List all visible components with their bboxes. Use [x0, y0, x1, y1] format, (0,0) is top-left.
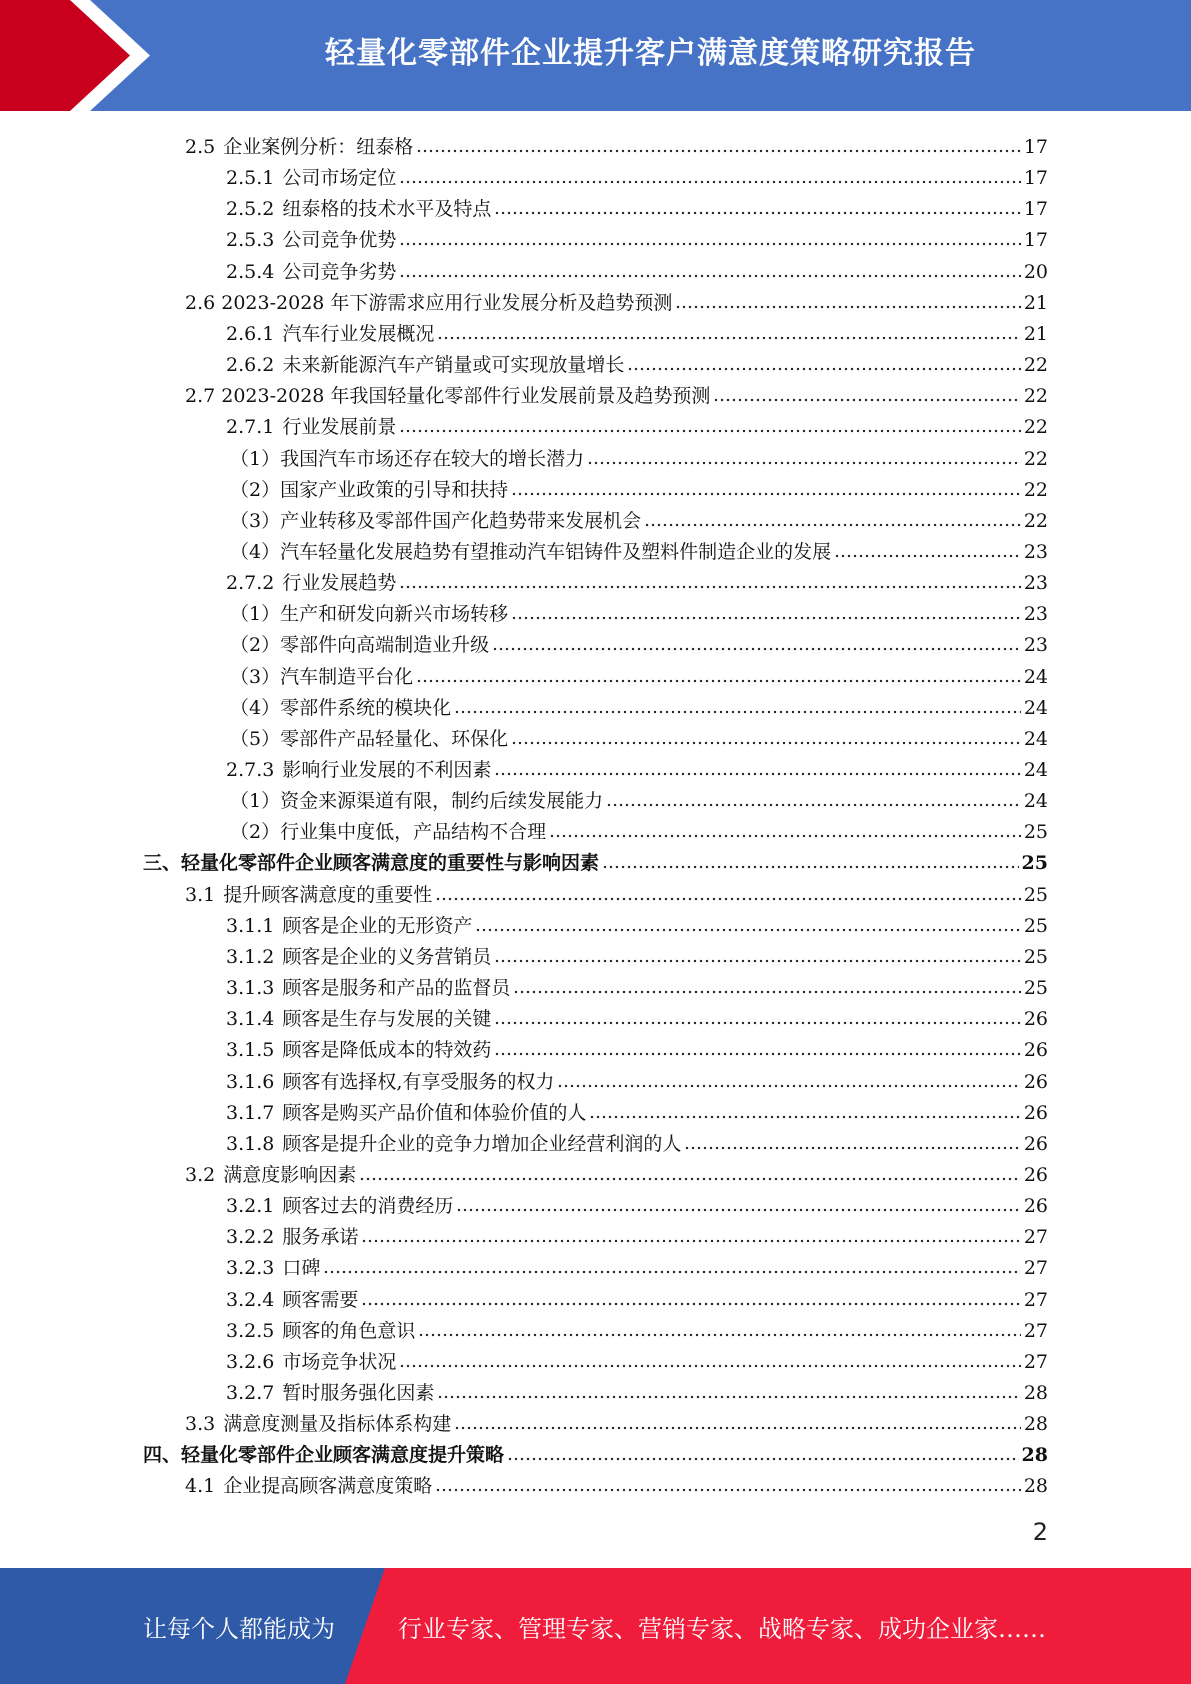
toc-entry-page: 27 [1023, 1226, 1048, 1249]
toc-entry-label: 顾客是购买产品价值和体验价值的人 [282, 1101, 587, 1124]
toc-entry-title [230, 789, 603, 813]
toc-entry-page: 25 [1023, 883, 1048, 906]
toc-entry-label: （1）我国汽车市场还存在较大的增长潜力 [230, 447, 585, 470]
toc-entry-title [185, 883, 432, 907]
toc-leader-dots [511, 740, 1021, 746]
toc-entry[interactable] [226, 1031, 1048, 1062]
toc-entry-title [226, 914, 472, 938]
toc-entry-label: 顾客是企业的无形资产 [282, 914, 473, 937]
toc-entry-page: 21 [1023, 322, 1048, 345]
toc-entry[interactable] [226, 1125, 1048, 1156]
toc-entry[interactable] [230, 658, 1048, 689]
toc-leader-dots [399, 179, 1020, 185]
toc-leader-dots [675, 304, 1020, 310]
toc-entry-label: 三、轻量化零部件企业顾客满意度的重要性与影响因素 [143, 852, 600, 875]
toc-entry-label: 满意度影响因素 [223, 1163, 357, 1186]
toc-entry-page: 22 [1023, 385, 1048, 408]
toc-entry-page: 27 [1023, 1350, 1048, 1373]
toc-entry[interactable] [226, 159, 1048, 190]
toc-entry-title [185, 291, 672, 315]
toc-entry-label: 顾客有选择权,有享受服务的权力 [282, 1070, 555, 1093]
toc-entry-title [226, 976, 510, 1000]
toc-entry-page: 17 [1023, 198, 1048, 221]
toc-entry-number: 3.1.7 [226, 1101, 275, 1124]
toc-entry-title [230, 540, 831, 564]
toc-entry-page: 24 [1023, 727, 1048, 750]
toc-entry-page: 26 [1023, 1163, 1048, 1186]
toc-entry-page: 26 [1023, 1101, 1048, 1124]
toc-entry-label: 服务承诺 [282, 1226, 359, 1249]
toc-entry[interactable] [230, 626, 1048, 657]
toc-entry-number: 3.3 [185, 1413, 216, 1436]
toc-leader-dots [834, 553, 1021, 559]
toc-entry-title [226, 1225, 358, 1249]
toc-entry[interactable] [185, 284, 1048, 315]
toc-leader-dots [494, 1051, 1020, 1057]
toc-entry-title [143, 851, 599, 875]
toc-entry-title [226, 1194, 453, 1218]
toc-leader-dots [361, 1238, 1020, 1244]
toc-leader-dots [589, 1114, 1020, 1120]
toc-entry-number: 3.2.5 [226, 1319, 275, 1342]
toc-entry-page: 25 [1023, 914, 1048, 937]
toc-entry-number: 2.5.1 [226, 167, 275, 190]
toc-entry[interactable] [226, 969, 1048, 1000]
toc-leader-dots [454, 1425, 1021, 1431]
toc-entry-number: 3.2.7 [226, 1382, 275, 1404]
toc-entry-page: 20 [1023, 260, 1048, 283]
toc-entry-label: 顾客是提升企业的竞争力增加企业经营利润的人 [282, 1132, 682, 1155]
toc-entry-title [230, 727, 508, 751]
toc-entry[interactable] [230, 440, 1048, 471]
toc-leader-dots [437, 335, 1020, 341]
toc-leader-dots [361, 1301, 1020, 1307]
toc-entry[interactable] [226, 1063, 1048, 1094]
toc-entry-number: 2.6.2 [226, 354, 275, 377]
toc-entry-number: 3.2.6 [226, 1350, 275, 1373]
toc-entry-page: 26 [1023, 1132, 1048, 1155]
toc-entry-page: 23 [1023, 540, 1048, 563]
toc-entry-number: 3.1.2 [226, 945, 275, 968]
toc-entry-label: （3）汽车制造平台化 [230, 665, 414, 688]
toc-entry-number: 2.5 [185, 136, 216, 158]
toc-entry-page: 28 [1023, 1475, 1048, 1498]
footer-slogan-left: 让每个人都能成为 [143, 1614, 335, 1643]
toc-entry-title [185, 1163, 356, 1187]
toc-entry-number: 3.1.1 [226, 914, 275, 937]
toc-entry[interactable] [226, 346, 1048, 377]
toc-entry-title [226, 758, 491, 782]
toc-leader-dots [399, 241, 1020, 247]
toc-leader-dots [454, 709, 1021, 715]
toc-entry-title [230, 633, 489, 657]
toc-leader-dots [456, 1207, 1020, 1213]
toc-entry-title [226, 1350, 396, 1374]
toc-entry-label: 公司市场定位 [282, 167, 397, 190]
toc-leader-dots [494, 771, 1020, 777]
toc-entry-label: 顾客是降低成本的特效药 [282, 1039, 492, 1062]
toc-entry-title [226, 1319, 415, 1343]
toc-entry-title [226, 353, 624, 377]
toc-entry-number: 2.5.2 [226, 198, 275, 221]
toc-entry-label: 口碑 [282, 1257, 321, 1280]
toc-entry-number: 3.1.3 [226, 977, 275, 1000]
toc-leader-dots [492, 646, 1021, 652]
toc-entry-page: 24 [1023, 790, 1048, 813]
toc-entry-label: 顾客的角色意识 [282, 1319, 416, 1342]
page-header [0, 0, 1191, 111]
toc-entry-page: 26 [1023, 1070, 1048, 1093]
toc-entry-number: 3.1.4 [226, 1008, 275, 1031]
toc-entry-page: 26 [1023, 1008, 1048, 1031]
toc-entry-label: （2）行业集中度低，产品结构不合理 [230, 821, 547, 844]
toc-entry-title [226, 166, 396, 190]
toc-entry-page: 28 [1023, 1413, 1048, 1436]
toc-entry[interactable] [226, 1094, 1048, 1125]
toc-entry-page: 28 [1023, 1382, 1048, 1404]
toc-leader-dots [587, 460, 1021, 466]
toc-entry-page: 26 [1023, 1195, 1048, 1218]
toc-entry-title [226, 1288, 358, 1312]
toc-leader-dots [494, 210, 1020, 216]
toc-entry[interactable] [185, 1467, 1048, 1498]
toc-entry-title [185, 1474, 432, 1498]
toc-entry-label: 顾客需要 [282, 1288, 359, 1311]
toc-entry-number: 2.6.1 [226, 322, 275, 345]
toc-entry[interactable] [226, 1281, 1048, 1312]
toc-entry-label: 企业提高顾客满意度策略 [223, 1475, 433, 1498]
toc-entry-title [185, 1412, 451, 1436]
report-title: 轻量化零部件企业提升客户满意度策略研究报告 [325, 36, 976, 71]
toc-entry-page: 24 [1023, 696, 1048, 719]
toc-entry-title [230, 478, 508, 502]
toc-entry[interactable] [226, 1218, 1048, 1249]
toc-entry-page: 24 [1023, 759, 1048, 781]
toc-leader-dots [399, 584, 1020, 590]
toc-entry-label: 四、轻量化零部件企业顾客满意度提升策略 [143, 1444, 505, 1467]
toc-leader-dots [557, 1083, 1020, 1089]
toc-entry-label: 企业案例分析：纽泰格 [223, 136, 414, 158]
toc-entry[interactable] [226, 253, 1048, 284]
toc-entry-page: 17 [1023, 167, 1048, 190]
toc-entry-title [226, 571, 396, 595]
toc-entry-page: 28 [1021, 1444, 1048, 1467]
toc-leader-dots [359, 1176, 1021, 1182]
toc-entry-number: 2.7.3 [226, 759, 275, 781]
toc-entry[interactable] [230, 471, 1048, 502]
toc-entry-page: 23 [1023, 572, 1048, 595]
toc-entry-title [185, 135, 413, 159]
toc-leader-dots [475, 927, 1020, 933]
toc-entry[interactable] [226, 1249, 1048, 1280]
toc-leader-dots [435, 1487, 1021, 1493]
toc-leader-dots [416, 678, 1021, 684]
toc-leader-dots [494, 958, 1020, 964]
toc-leader-dots [494, 1020, 1020, 1026]
toc-entry[interactable] [226, 315, 1048, 346]
toc-entry-title [226, 1038, 491, 1062]
toc-entry-page: 23 [1023, 634, 1048, 657]
toc-entry-page: 22 [1023, 416, 1048, 439]
toc-entry-label: 市场竞争状况 [282, 1350, 397, 1373]
toc-entry-title [226, 1132, 681, 1156]
toc-entry[interactable] [230, 595, 1048, 626]
toc-entry-number: 3.1.6 [226, 1070, 275, 1093]
toc-entry[interactable] [143, 1436, 1048, 1467]
toc-leader-dots [606, 802, 1021, 808]
toc-entry-page: 27 [1023, 1257, 1048, 1280]
toc-entry[interactable] [226, 190, 1048, 221]
toc-entry-number: 4.1 [185, 1475, 216, 1498]
toc-entry[interactable] [226, 1000, 1048, 1031]
toc-entry-number: 2.5.3 [226, 229, 275, 252]
toc-entry-title [226, 260, 396, 284]
toc-leader-dots [399, 1363, 1020, 1369]
toc-leader-dots [437, 1394, 1020, 1400]
toc-leader-dots [399, 273, 1020, 279]
toc-entry-title [185, 384, 710, 408]
toc-leader-dots [399, 428, 1020, 434]
toc-leader-dots [644, 522, 1021, 528]
toc-entry-page: 25 [1023, 945, 1048, 968]
toc-entry-page: 27 [1023, 1288, 1048, 1311]
toc-entry-label: 汽车行业发展概况 [282, 322, 435, 345]
toc-leader-dots [507, 1456, 1019, 1462]
toc-entry[interactable] [185, 128, 1048, 159]
toc-leader-dots [511, 491, 1021, 497]
toc-entry-number: 3.2 [185, 1163, 216, 1186]
toc-entry-label: （4）汽车轻量化发展趋势有望推动汽车铝铸件及塑料件制造企业的发展 [230, 540, 832, 563]
toc-entry[interactable] [185, 377, 1048, 408]
toc-entry[interactable] [226, 1312, 1048, 1343]
toc-entry[interactable] [230, 813, 1048, 844]
toc-entry[interactable] [226, 564, 1048, 595]
toc-entry-page: 25 [1021, 852, 1048, 875]
toc-entry-label: 行业发展前景 [282, 416, 397, 439]
toc-entry-title [226, 228, 396, 252]
toc-entry-page: 17 [1023, 229, 1048, 252]
toc-leader-dots [418, 1332, 1020, 1338]
toc-entry-title [230, 820, 546, 844]
toc-entry-page: 22 [1023, 354, 1048, 377]
toc-entry-page: 23 [1023, 603, 1048, 626]
toc-entry-number: 3.1.8 [226, 1132, 275, 1155]
toc-entry[interactable] [230, 720, 1048, 751]
toc-leader-dots [684, 1145, 1020, 1151]
toc-entry-label: 行业发展趋势 [282, 572, 397, 595]
toc-leader-dots [602, 864, 1019, 870]
toc-entry[interactable] [226, 408, 1048, 439]
toc-entry[interactable] [226, 1343, 1048, 1374]
toc-entry-number: 3.2.2 [226, 1226, 275, 1249]
toc-entry-number: 2.7.1 [226, 416, 275, 439]
toc-entry-number: 2.7.2 [226, 572, 275, 595]
toc-entry-label: 顾客是企业的义务营销员 [282, 945, 492, 968]
page-footer [0, 1568, 1191, 1684]
toc-entry-title [226, 1256, 320, 1280]
toc-entry[interactable] [226, 221, 1048, 252]
toc-entry-title [226, 197, 491, 221]
toc-leader-dots [323, 1269, 1020, 1275]
toc-entry-title [230, 602, 508, 626]
toc-entry-label: 纽泰格的技术水平及特点 [282, 198, 492, 221]
toc-leader-dots [627, 366, 1020, 372]
toc-entry-title [230, 665, 413, 689]
footer-slogan-right: 行业专家、管理专家、营销专家、战略专家、成功企业家…… [398, 1614, 1046, 1643]
toc-leader-dots [416, 148, 1021, 154]
toc-entry-label: （2）国家产业政策的引导和扶持 [230, 478, 509, 501]
toc-entry-page: 24 [1023, 665, 1048, 688]
toc-entry-label: （4）零部件系统的模块化 [230, 696, 452, 719]
toc-entry-label: （1）资金来源渠道有限，制约后续发展能力 [230, 790, 604, 813]
toc-leader-dots [549, 833, 1021, 839]
toc-leader-dots [435, 896, 1021, 902]
toc-entry-label: （3）产业转移及零部件国产化趋势带来发展机会 [230, 509, 642, 532]
toc-entry-label: 提升顾客满意度的重要性 [223, 883, 433, 906]
toc-entry-number: 3.2.4 [226, 1288, 275, 1311]
toc-entry-page: 21 [1023, 291, 1048, 314]
toc-entry-number: 3.1 [185, 883, 216, 906]
toc-entry[interactable] [230, 533, 1048, 564]
toc-entry-title [143, 1443, 504, 1467]
toc-entry-label: 2.7 2023-2028 年我国轻量化零部件行业发展前景及趋势预测 [185, 385, 711, 408]
toc-entry-page: 27 [1023, 1319, 1048, 1342]
toc-entry[interactable] [185, 1405, 1048, 1436]
toc-entry-label: 未来新能源汽车产销量或可实现放量增长 [282, 354, 625, 377]
toc-entry-page: 25 [1023, 821, 1048, 844]
toc-entry-page: 22 [1023, 509, 1048, 532]
toc-entry-label: 公司竞争优势 [282, 229, 397, 252]
toc-entry-label: 影响行业发展的不利因素 [282, 759, 492, 781]
toc-entry-title [226, 1101, 586, 1125]
toc-entry-page: 25 [1023, 977, 1048, 1000]
page-number: 2 [1032, 1518, 1048, 1546]
toc-entry[interactable] [230, 502, 1048, 533]
toc-leader-dots [513, 989, 1020, 995]
toc-entry-title [230, 447, 584, 471]
toc-entry-label: 顾客是服务和产品的监督员 [282, 977, 511, 1000]
toc-entry[interactable] [143, 844, 1048, 875]
toc-entry-label: （2）零部件向高端制造业升级 [230, 634, 490, 657]
toc-entry-title [230, 509, 641, 533]
toc-entry-label: 满意度测量及指标体系构建 [223, 1413, 452, 1436]
chevron-logo-icon [0, 0, 150, 111]
toc-leader-dots [511, 615, 1021, 621]
toc-entry-title [226, 1381, 434, 1405]
toc-entry-page: 26 [1023, 1039, 1048, 1062]
toc-entry-page: 22 [1023, 447, 1048, 470]
toc-entry-number: 3.2.3 [226, 1257, 275, 1280]
toc-entry-page: 17 [1023, 136, 1048, 158]
toc-entry-title [230, 696, 451, 720]
toc-entry-number: 3.2.1 [226, 1195, 275, 1218]
toc-leader-dots [713, 397, 1020, 403]
toc-entry[interactable] [185, 1156, 1048, 1187]
toc-entry[interactable] [226, 907, 1048, 938]
toc-entry-label: （1）生产和研发向新兴市场转移 [230, 603, 509, 626]
toc-entry[interactable] [226, 938, 1048, 969]
toc-entry-title [226, 945, 491, 969]
toc-entry-title [226, 415, 396, 439]
toc-entry-label: （5）零部件产品轻量化、环保化 [230, 727, 509, 750]
toc-entry[interactable] [226, 1374, 1048, 1405]
toc-entry-title [226, 1007, 491, 1031]
toc-entry-number: 2.5.4 [226, 260, 275, 283]
toc-entry[interactable] [185, 876, 1048, 907]
toc-entry-label: 公司竞争劣势 [282, 260, 397, 283]
toc-entry-title [226, 1070, 554, 1094]
toc-entry-label: 暂时服务强化因素 [282, 1382, 435, 1404]
toc-entry-label: 顾客是生存与发展的关键 [282, 1008, 492, 1031]
toc-entry-label: 2.6 2023-2028 年下游需求应用行业发展分析及趋势预测 [185, 291, 673, 314]
toc-entry[interactable] [226, 751, 1048, 782]
toc-entry-title [226, 322, 434, 346]
toc-entry-number: 3.1.5 [226, 1039, 275, 1062]
toc-entry[interactable] [226, 1187, 1048, 1218]
toc-entry[interactable] [230, 782, 1048, 813]
toc-entry[interactable] [230, 689, 1048, 720]
toc-entry-label: 顾客过去的消费经历 [282, 1195, 454, 1218]
toc-entry-page: 22 [1023, 478, 1048, 501]
